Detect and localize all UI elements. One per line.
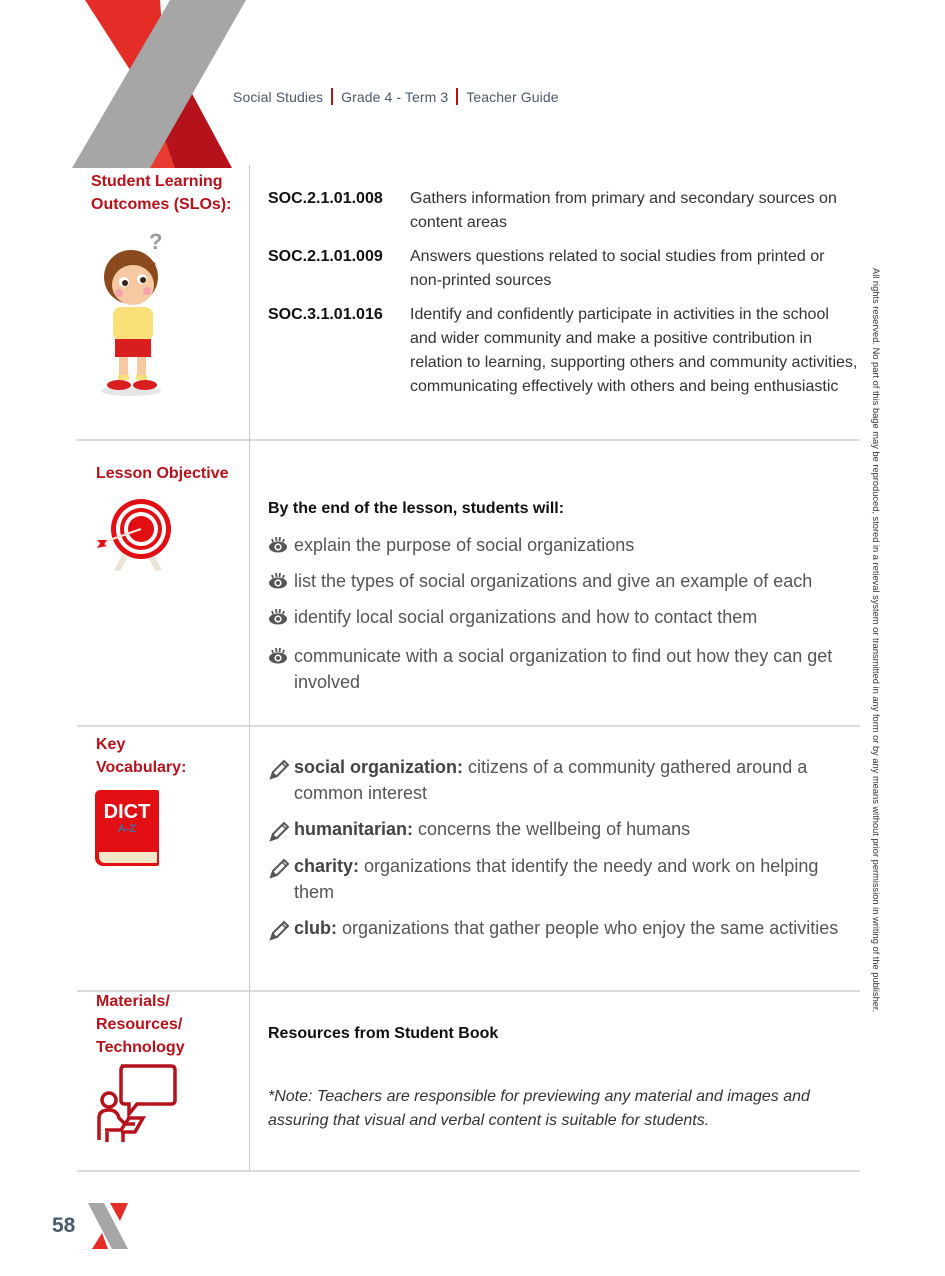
slo-code: SOC.2.1.01.009 [268, 248, 383, 265]
page-number: 58 [52, 1214, 76, 1237]
slo-item [268, 245, 860, 293]
objective-label: Lesson Objective [96, 465, 229, 482]
vocabulary-item: humanitarian: concerns the wellbeing of humans [268, 816, 860, 843]
teacher-speech-icon [95, 1062, 177, 1144]
slo-row [77, 165, 860, 441]
materials-row [77, 992, 860, 1172]
objective-item: identify local social organizations and how to contact them [268, 604, 860, 630]
slo-description: Gathers information from primary and secondary sources on content areas [410, 190, 837, 231]
vocabulary-item: social organization: citizens of a community gathered around a common interest [268, 754, 860, 806]
pencil-icon [268, 816, 294, 843]
header-subject: Social Studies [233, 89, 324, 105]
header-separator [456, 88, 458, 105]
slo-description: Identify and confidently participate in activities in the school and wider community and make a positive contribution in relation to learning, supporting others and community activities, communicating effectively with others and being enthusiastic [410, 306, 858, 395]
slo-description: Answers questions related to social studies from printed or non-printed sources [410, 248, 825, 289]
vocabulary-item: charity: organizations that identify the needy and work on helping them [268, 853, 860, 905]
objective-item: list the types of social organizations and give an example of each [268, 568, 860, 594]
running-header [233, 88, 559, 105]
target-icon [95, 496, 175, 571]
slo-item [268, 187, 860, 235]
vocabulary-item: club: organizations that gather people who enjoy the same activities [268, 915, 860, 942]
eye-icon [268, 532, 294, 558]
pencil-icon [268, 754, 294, 806]
resources-note: *Note: Teachers are responsible for previewing any material and images and assuring that visual and verbal content is suitable for students. [268, 1088, 810, 1129]
column-divider [249, 992, 250, 1172]
vocabulary-label: Key Vocabulary: [96, 736, 187, 776]
header-guide: Teacher Guide [466, 89, 559, 105]
column-divider [249, 441, 250, 727]
vocabulary-list [268, 754, 860, 942]
footer-logo-icon [88, 1203, 130, 1249]
thinking-child-icon [91, 229, 181, 399]
dictionary-icon: DICT A-Z [95, 790, 159, 866]
objective-item: explain the purpose of social organizations [268, 532, 860, 558]
column-divider [249, 727, 250, 992]
slo-label: Student Learning Outcomes (SLOs): [91, 173, 232, 213]
slo-item [268, 303, 860, 399]
column-divider [249, 165, 250, 441]
objective-item: communicate with a social organization to find out how they can get involved [268, 643, 860, 695]
materials-content [268, 1025, 860, 1133]
eye-icon [268, 568, 294, 594]
pencil-icon [268, 853, 294, 905]
objective-content [268, 500, 860, 695]
lesson-plan-table [77, 165, 860, 1172]
header-separator [331, 88, 333, 105]
objective-list [268, 532, 860, 695]
materials-label: Materials/ Resources/ Technology [96, 993, 185, 1056]
svg-text:?: ? [149, 229, 163, 254]
header-grade-term: Grade 4 - Term 3 [341, 89, 449, 105]
eye-icon [268, 643, 294, 695]
slo-list [268, 187, 860, 409]
pencil-icon [268, 915, 294, 942]
resources-title: Resources from Student Book [268, 1025, 499, 1042]
eye-icon [268, 604, 294, 630]
objective-intro: By the end of the lesson, students will: [268, 500, 565, 517]
objective-row [77, 441, 860, 727]
slo-code: SOC.3.1.01.016 [268, 306, 383, 323]
slo-code: SOC.2.1.01.008 [268, 190, 383, 207]
copyright-notice: All rights reserved. No part of this bage may be reproduced, stored in a retieval system or transmitted in any form or by any means without prior permission in writing of the publisher. [871, 268, 881, 1013]
vocabulary-row [77, 727, 860, 992]
brand-logo-icon [0, 0, 260, 168]
